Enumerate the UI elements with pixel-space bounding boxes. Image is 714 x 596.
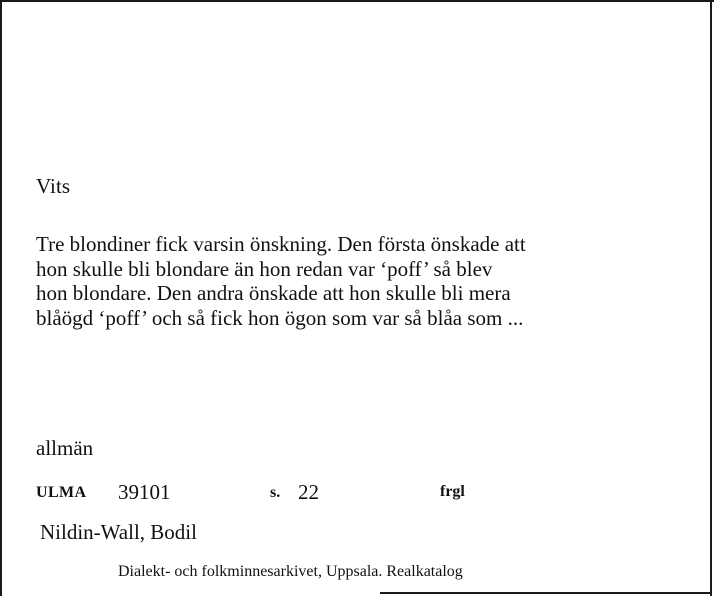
card-border-bottom xyxy=(380,592,710,594)
archive-reference-row xyxy=(36,478,696,506)
archive-number: 39101 xyxy=(118,480,171,504)
joke-line: blåögd ‘poff’ och så fick hon ögon som var så blåa som ... xyxy=(36,305,524,330)
joke-text xyxy=(36,232,696,330)
informant-name: Nildin-Wall, Bodil xyxy=(40,520,197,544)
page-prefix: s. xyxy=(270,484,281,501)
card-border-top xyxy=(0,0,714,2)
page-number: 22 xyxy=(298,480,319,504)
category-label: allmän xyxy=(36,436,94,460)
card-border-right xyxy=(710,0,712,596)
card-heading: Vits xyxy=(36,174,71,198)
archive-footer: Dialekt- och folkminnesarkivet, Uppsala. Realkatalog xyxy=(118,563,463,580)
joke-line: hon blondare. Den andra önskade att hon skulle bli mera xyxy=(36,281,511,305)
joke-line: Tre blondiner fick varsin önskning. Den första önskade att xyxy=(36,232,526,256)
recorder-code: frgl xyxy=(440,483,465,500)
card-border-left xyxy=(0,0,2,596)
archive-label: ULMA xyxy=(36,484,87,501)
joke-line: hon skulle bli blondare än hon redan var ‘poff’ så blev xyxy=(36,256,493,281)
